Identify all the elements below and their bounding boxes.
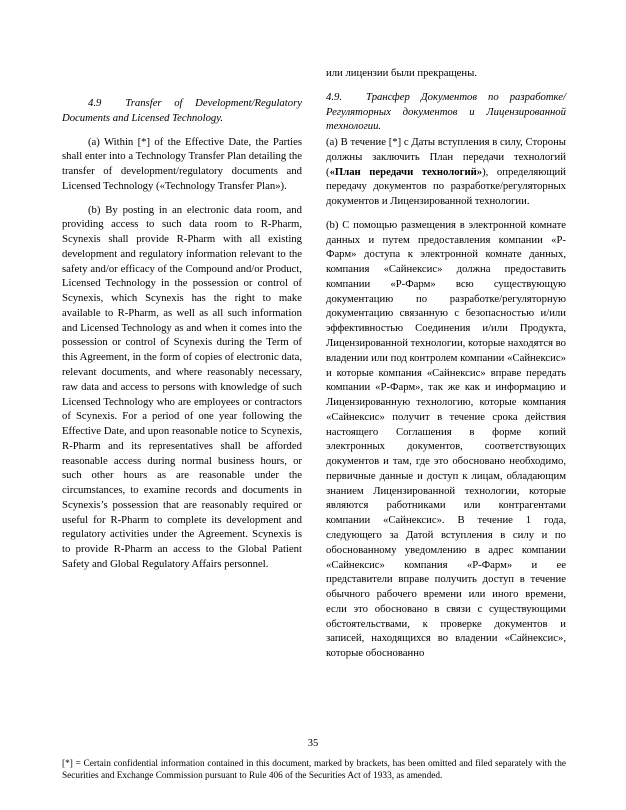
- left-column-english: [62, 66, 302, 661]
- right-paragraph-a-part1: (а) В течение [*] с Даты вступления в силу, Стороны должны заключить План передачи технологий (: [326, 136, 566, 178]
- left-section-title: Transfer of Development/Regulatory Documents and Licensed Technology.: [62, 97, 302, 124]
- right-paragraph-b: (b) С помощью размещения в электронной комнате данных и путем предоставления компании «Р-Фарм» доступа к электронной комнате данных, компания «Сайнексис» должна предоставить компании «Р-Фарм» всю существующую документацию по разработке/регуляторную документацию связанную с безопасностью и/или эффективностью Соединения и/или Продукта, Лицензированной технологии, которые находятся во владении или под контролем компании «Сайнексис» и которые компания «Сайнексис» вправе передать компании «Р-Фарм», так же как и информацию и Лицензированную технологию, которые компания «Сайнексис» получит в течение срока действия настоящего Соглашения в форме копий электронных документов, соответствующих документов и там, где это обосновано необходимо, первичные данные и доступ к лицам, обладающим знанием Лицензированной технологии, которые являются работниками или контрагентами компании «Сайнексис». В течение 1 года, следующего за Датой вступления в силу и по обоснованному уведомлению в адрес компании «Сайнексис» компания «Р-Фарм» и ее представители вправе получить доступ в течение обычного рабочего времени или иного времени, если это обосновано в связи с существующими обстоятельствами, к проверке документов и записей, находящихся во владении «Сайнексис», которые обоснованно: [326, 218, 566, 660]
- right-section-number: 4.9.: [326, 90, 343, 103]
- page-number: 35: [307, 738, 319, 749]
- left-section-number: 4.9: [88, 97, 102, 109]
- left-section-heading: [62, 96, 302, 126]
- right-continuation-text: или лицензии были прекращены.: [326, 67, 477, 79]
- left-paragraph-b: (b) By posting in an electronic data room, and providing access to such data room to R-Pharm, Scynexis shall provide R-Pharm with all existing development and regulatory information relevant to the safety and/or efficacy of the Compound and/or Product, Licensed Technology in the possession or control of Scynexis, which Scynexis has the right to make available to R-Pharm, as well as all such information and Licensed Technology as and when it comes into the possession or control of Scynexis during the Term of this Agreement, in the form of copies of electronic data, relevant documents, and where reasonably necessary, raw data and access to persons with knowledge of such Licensed Technology who are employees or contractors of Scynexis. For a period of one year following the Effective Date, and upon reasonable notice to Scynexis, R-Pharm and its representatives shall be afforded reasonable access during normal business hours, or such other hours as are reasonable under the circumstances, to examine records and documents in Scynexis’s possession that are reasonably required or useful for R-Pharm to complete its development and regulatory activities under the Agreement. Scynexis is to provide R-Pharm an access to the Global Patient Safety and Global Regulatory Affairs personnel.: [62, 203, 302, 570]
- right-section-title: Трансфер Документов по разработке/Регуляторных документов и Лицензированной технологии.: [326, 90, 566, 133]
- right-column-russian: [326, 66, 566, 661]
- right-paragraph-gap: [326, 209, 566, 218]
- footnote-text: [*] = Certain confidential information contained in this document, marked by brackets, has been omitted and filed separately with the Securities and Exchange Commission pursuant to Rule 406 of the Securities Act of 1933, as amended.: [62, 759, 566, 782]
- right-paragraph-a: [326, 135, 566, 209]
- right-paragraph-a-part2: ), определяющий передачу документов по разработке/регуляторных документов и Лицензированной технологии.: [326, 165, 567, 208]
- two-column-body: [62, 66, 566, 661]
- right-section-heading: [326, 90, 566, 134]
- right-paragraph-a-bold-term: «План передачи технологий»: [329, 165, 483, 178]
- left-paragraph-a: (a) Within [*] of the Effective Date, the Parties shall enter into a Technology Transfer Plan detailing the transfer of development/regulatory documents and Licensed Technology («Technology Transfer Plan»).: [62, 135, 302, 192]
- left-paragraph-gap: [62, 194, 302, 203]
